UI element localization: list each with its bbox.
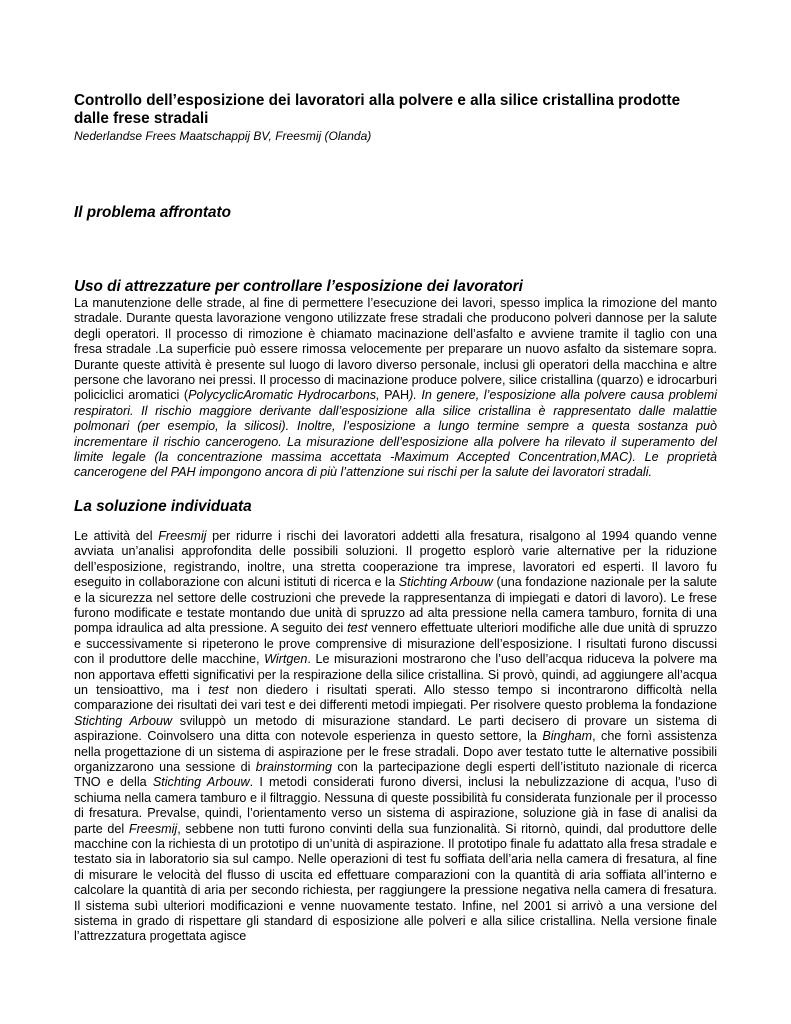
text-run: , sebbene non tutti furono convinti della sua funzionalità. Si ritornò, quindi, dal produttore delle macchine con la richiesta di un prototipo di un’unità di aspirazione. Il prototipo finale fu adattato alla fresa stradale e testato sia in laboratorio sia sul campo. Nelle operazioni di test fu soffiata dell’aria nella camera di fresatura, al fine di misurare le velocità del flusso di uscita ed effettuare comparazioni con la quantità di aria soffiata all’interno e calcolare la quantità di aria per secondo richiesta, per raggiungere la pressione negativa nella camera di fresatura. Il sistema subì ulteriori modificazioni e venne nuovamente testato. Infine, nel 2001 si arrivò a una versione del sistema in grado di rispettare gli standard di esposizione alle polveri e alla silice cristallina. Nella versione finale l’attrezzatura progettata agisce — [74, 821, 717, 944]
italic-term: Stichting Arbouw — [74, 713, 173, 728]
italic-term: Stichting Arbouw — [398, 575, 493, 590]
italic-term: test — [347, 621, 368, 636]
equipment-paragraph — [74, 296, 717, 481]
italic-term: test — [208, 682, 229, 697]
document-title: Controllo dell’esposizione dei lavoratori alla polvere e alla silice cristallina prodotte dalle frese stradali — [74, 92, 681, 127]
text-run: , che fornì assistenza nella progettazione di un sistema di aspirazione per le frese stradali. Dopo aver testato tutte le alternative possibili organizzarono una sessione di — [74, 729, 717, 774]
text-run: non diedero i risultati sperati. Allo stesso tempo si incontrarono difficoltà nella comparazione dei risultati dei vari test e dei differenti metodi impiegati. Per risolvere questo problema la fondazione — [74, 682, 717, 713]
section-heading-solution: La soluzione individuata — [74, 497, 252, 515]
italic-term: Wirtgen — [264, 652, 308, 667]
italic-term: Bingham — [542, 729, 593, 744]
document-page — [74, 92, 717, 945]
italic-term: Stichting Arbouw — [152, 775, 250, 790]
italic-term: Freesmij — [158, 528, 207, 543]
document-subtitle: Nederlandse Frees Maatschappij BV, Freesmij (Olanda) — [74, 129, 372, 143]
text-run: per ridurre i rischi dei lavoratori addetti alla fresatura, risalgono al 1994 quando venne avviata un’analisi approfondita delle possibili soluzioni. Il progetto esplorò varie alternative per la riduzione dell’esposizione, registrando, inoltre, una stretta cooperazione tra imprese, lavoratori ed esperti. Il lavoro fu eseguito in collaborazione con alcuni istituti di ricerca e la — [74, 528, 717, 590]
solution-paragraph — [74, 529, 717, 945]
italic-term: Freesmij — [128, 821, 178, 836]
italic-term: brainstorming — [255, 759, 333, 774]
italic-term: ,MAC). Le proprietà cancerogene del PAH impongono ancora di più l’attenzione sui rischi per la salute dei lavoratori stradali. — [74, 450, 717, 480]
text-run: . I metodi considerati furono diversi, inclusi la nebulizzazione di acqua, l’uso di schiuma nella camera tamburo e il filtraggio. Nessuna di queste possibilità fu considerata funzionale per il processo di fresatura. Prevalse, quindi, l’orientamento verso un sistema di aspirazione, soluzione già in fase di analisi da parte del — [74, 775, 717, 836]
text-run: vennero effettuate ulteriori modifiche alle due unità di spruzzo e successivamente si ripeterono le prove comprensive di misurazione dell’esposizione. I risultati furono discussi con il produttore delle macchine, — [74, 621, 717, 667]
text-run: . Le misurazioni mostrarono che l’uso dell’acqua riduceva la polvere ma non apportava effetti significativi per la respirazione della silice cristallina. Si provò, quindi, ad aggiungere all’acqua un tensioattivo, ma i — [74, 652, 717, 697]
text-run: con la partecipazione degli esperti dell’istituto nazionale di ricerca TNO e della — [74, 759, 718, 790]
text-run: sviluppò un metodo di misurazione standard. Le parti decisero di provare un sistema di aspirazione. Coinvolsero una ditta con notevole esperienza in questo settore, la — [74, 713, 717, 744]
text-run: PAH — [379, 388, 410, 403]
italic-term: ). In genere, l’esposizione alla polvere causa problemi respiratori. Il rischio maggiore derivante dall’esposizione alla silice cristallina è rappresentato dalle malattie polmonari (per esempio, la silicosi). Inoltre, l’esposizione a lungo termine sempre a questa sostanza può incrementare il rischio cancerogeno. La misurazione dell’esposizione alla polvere ha rilevato il superamento del limite legale (la concentrazione massima accettata - — [74, 388, 717, 465]
text-run: Le attività del — [74, 528, 159, 543]
italic-term: Maximum Accepted Concentration — [394, 450, 597, 465]
text-run: (una fondazione nazionale per la salute e la sicurezza nel settore delle costruzioni che prevede la rappresentanza di impiegati e datori di lavoro). Le frese furono modificate e testate montando due unità di spruzzo ad alta pressione nella camera tamburo, fornita di una pompa idraulica ad alta pressione. A seguito dei — [74, 575, 717, 636]
section-heading-equipment: Uso di attrezzature per controllare l’esposizione dei lavoratori — [74, 278, 523, 295]
section-heading-problem: Il problema affrontato — [74, 204, 231, 221]
italic-term: PolycyclicAromatic Hydrocarbons, — [188, 388, 380, 403]
text-run: La manutenzione delle strade, al fine di permettere l’esecuzione dei lavori, spesso implica la rimozione del manto stradale. Durante questa lavorazione vengono utilizzate frese stradali che producono polveri dannose per la salute degli operatori. Il processo di rimozione è chiamato macinazione dell’asfalto e avviene tramite il taglio con una fresa stradale .La superficie può essere rimossa velocemente per preparare un nuovo asfalto da sistemare sopra. Durante queste attività è presente sul luogo di lavoro diverso personale, inclusi gli operatori della macchina e altre persone che lavorano nei pressi. Il processo di macinazione produce polvere, silice cristallina (quarzo) e idrocarburi policiclici aromatici ( — [74, 296, 717, 403]
